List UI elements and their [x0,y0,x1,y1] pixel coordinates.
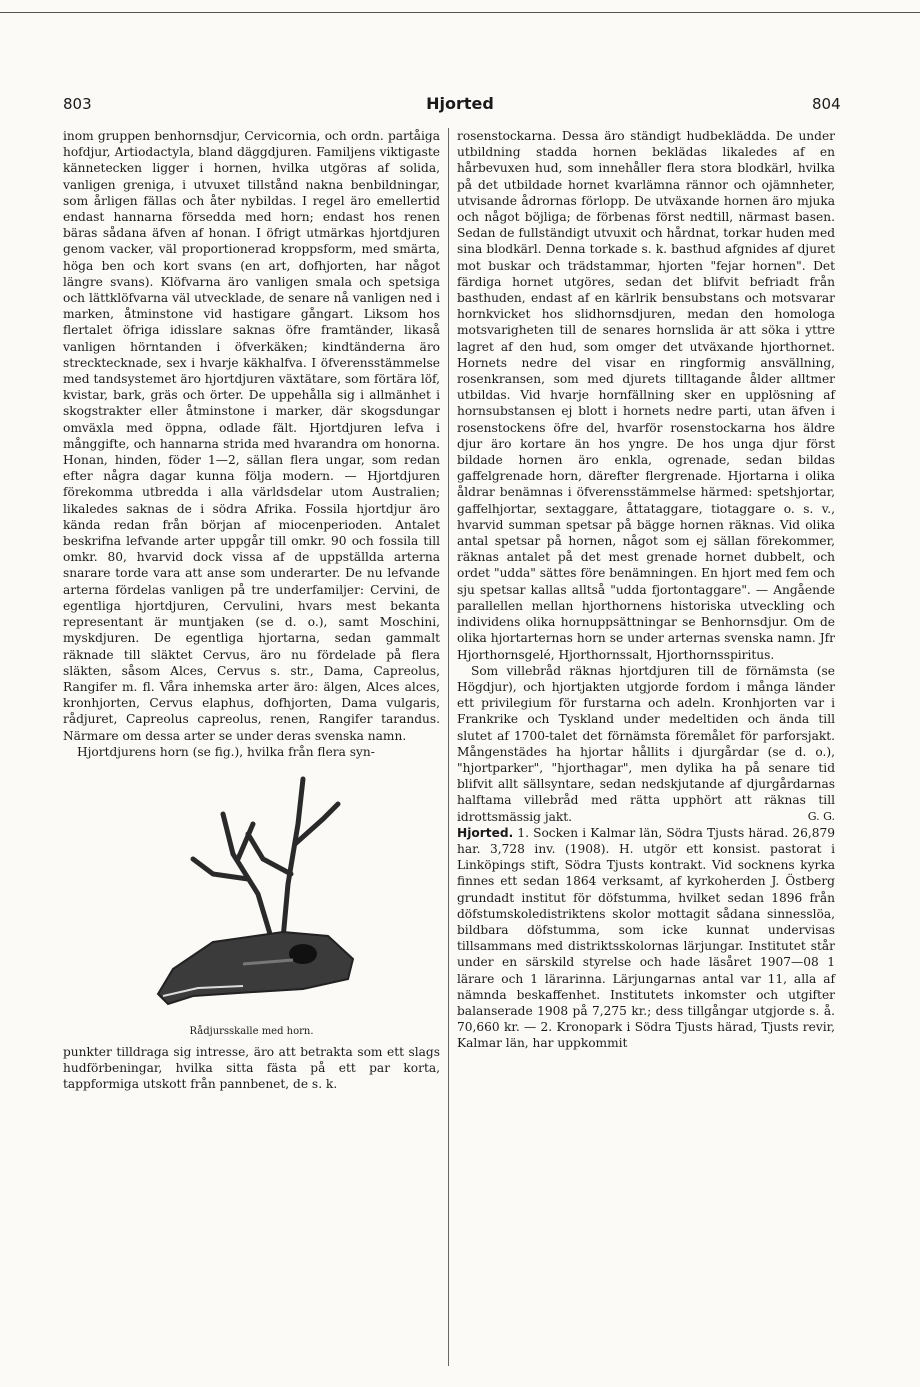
top-rule [0,12,920,13]
right-paragraph-1: rosenstockarna. Dessa äro ständigt hudbeklädda. De under utbildning stadda hornen beklädas likaledes af en hårbevuxen hud, som innehåller flera stora blodkärl, hvilka på det utbildade hornet kvarlämna rännor och ojämnheter, utvisande ådrornas förlopp. De utväxande hornen äro mjuka och något böjliga; de förbenas först nedtill, närmast basen. Sedan de fullständigt utvuxit och hårdnat, torkar huden med sina blodkärl. Denna torkade s. k. basthud afgnides af djuret mot buskar och trädstammar, hjorten "fejar hornen". Det färdiga hornet utgöres, sedan det blifvit befriadt från basthuden, endast af en kärlrik bensubstans och motsvarar hornkvicket hos slidhornsdjuren, medan den homologa motsvarigheten till de senares hornslida är att söka i yttre lagret af den hud, som omger det utväxande hjorthornet. Hornets nedre del visar en ringformig ansvällning, rosenkransen, som med djurets tilltagande ålder alltmer utbildas. Vid hvarje hornfällning sker en upplösning af hornsubstansen ej blott i hornets nedre parti, utan äfven i rosenstockens öfre del, hvarför rosenstockarna hos äldre djur äro kortare än hos yngre. De hos unga djur först bildade hornen äro enkla, ogrenade, sedan bildas gaffelgrenade horn, därefter flergrenade. Hjortarna i olika åldrar benämnas i öfverensstämmelse härmed: spetshjortar, gaffelhjortar, sextaggare, åttataggare, tiotaggare o. s. v., hvarvid summan spetsar på bägge hornen räknas. Vid olika antal spetsar på hornen, något som ej sällan förekommer, räknas antalet på det mest grenade hornet dubbelt, och ordet "udda" sättes före benämningen. En hjort med fem och sju spetsar kallas alltså "udda fjortontaggare". — Angående parallellen mellan hjorthornens historiska utveckling och individens olika hornuppsättningar se Benhornsdjur. Om de olika hjortarternas horn se under arternas svenska namn. Jfr Hjorthornsgelé, Hjorthornssalt, Hjorthornsspiritus. [457,129,835,662]
running-head-title: Hjorted [426,94,494,113]
entry-hjorted [457,825,835,1052]
left-column [63,128,440,1093]
right-paragraph-2-text: Som villebråd räknas hjortdjuren till de förnämsta (se Högdjur), och hjortjakten utgjorde fordom i många länder ett privilegium för furstarna och adeln. Kronhjorten var i Frankrike och Tyskland under medeltiden och ända till slutet af 1700-talet det förnämsta föremålet för parforsjakt. Mångenstädes ha hjortar hållits i djurgårdar (se d. o.), "hjortparker", "hjorthagar", men dylika ha på senare tid blifvit allt sällsyntare, sedan nedskjutande af djurgårdarnas halftama villebråd med rätta upphört att räknas till idrottsmässig jakt. [457,663,835,824]
column-divider [448,128,449,1366]
left-paragraph-1: inom gruppen benhornsdjur, Cervicornia, och ordn. partåiga hofdjur, Artiodactyla, bland däggdjuren. Familjens viktigaste kännetecken ligger i hornen, hvilka utgöras af solida, vanligen greniga, i utvuxet tillstånd nakna benbildningar, som årligen fällas och åter nybildas. I regel äro emellertid endast hannarna försedda med horn; endast hos renen bäras sådana äfven af honan. I öfrigt utmärkas hjortdjuren genom vacker, väl proportionerad kroppsform, med smärta, höga ben och kort svans (en art, dofhjorten, har något längre svans). Klöfvarna äro vanligen smala och spetsiga och lättklöfvarna väl utvecklade, de senare nå vanligen ned i marken, åtminstone vid hastigare gångart. Liksom hos flertalet öfriga idisslare saknas öfre framtänder, likaså vanligen hörntanden i öfverkäken; kindtänderna äro strecktecknade, sex i hvarje käkhalfva. I öfverensstämmelse med tandsystemet äro hjortdjuren växtätare, som förtära löf, kvistar, bark, gräs och örter. De uppehålla sig i allmänhet i skogstrakter eller åtminstone i marker, där skogsdungar omväxla med öppna, odlade fält. Hjortdjuren lefva i månggifte, och hannarna strida med hvarandra om honorna. Honan, hinden, föder 1—2, sällan flera ungar, som redan efter några dagar kunna följa modern. — Hjortdjuren förekomma utbredda i alla världsdelar utom Australien; likaledes saknas de i södra Afrika. Fossila hjortdjur äro kända redan från början af miocenperioden. Antalet beskrifna lefvande arter uppgår till omkr. 90 och fossila till omkr. 80, hvarvid dock vissa af de uppställda arterna snarare torde vara att anse som underarter. De nu lefvande arterna fördelas vanligen på tre underfamiljer: Cervini, de egentliga hjortdjuren, Cervulini, hvars mest bekanta representant är muntjaken (se d. o.), samt Moschini, myskdjuren. De egentliga hjortarna, sedan gammalt räknade till släktet Cervus, äro nu fördelade på flera släkten, såsom Alces, Cervus s. str., Dama, Capreolus, Rangifer m. fl. Våra inhemska arter äro: älgen, Alces alces, kronhjorten, Cervus elaphus, dofhjorten, Dama vulgaris, rådjuret, Capreolus capreolus, renen, Rangifer tarandus. Närmare om dessa arter se under deras svenska namn. [63,129,440,743]
figure-caption: Rådjursskalle med horn. [189,1025,314,1037]
page-number-left: 803 [63,95,92,113]
deer-skull-figure [63,764,440,1044]
entry-headword: Hjorted. [457,825,514,840]
right-column [457,128,835,1052]
left-paragraph-3: punkter tilldraga sig intresse, äro att betrakta som ett slags hudförbeningar, hvilka sitta fästa på ett par korta, tappformiga utskott från pannbenet, de s. k. [63,1044,440,1092]
deer-skull-illustration [153,764,363,1022]
page-number-right: 804 [812,95,841,113]
right-paragraph-2 [457,663,835,825]
entry-text: 1. Socken i Kalmar län, Södra Tjusts härad. 26,879 har. 3,728 inv. (1908). H. utgör ett konsist. pastorat i Linköpings stift, Södra Tjusts kontrakt. Vid socknens kyrka finnes ett sedan 1864 verksamt, af kyrkoherden J. Östberg grundadt institut för döfstumma, hvilket sedan 1896 från döfstumskoledistriktens skolor mottagit sådana sinnesslöa, bildbara döfstumma, som icke kunnat undervisas tillsammans med distriktsskolornas lärjungar. Institutet står under en särskild styrelse och hade läsåret 1907—08 1 lärare och 1 lärarinna. Lärjungarnas antal var 11, alla af nämnda beskaffenhet. Institutets inkomster och utgifter balanserade 1908 på 7,275 kr.; dess tillgångar utgjorde s. å. 70,660 kr. — 2. Kronopark i Södra Tjusts härad, Tjusts revir, Kalmar län, har uppkommit [457,825,835,1051]
signature: G. G. [807,809,835,823]
left-paragraph-2: Hjortdjurens horn (se fig.), hvilka från flera syn- [77,744,375,759]
